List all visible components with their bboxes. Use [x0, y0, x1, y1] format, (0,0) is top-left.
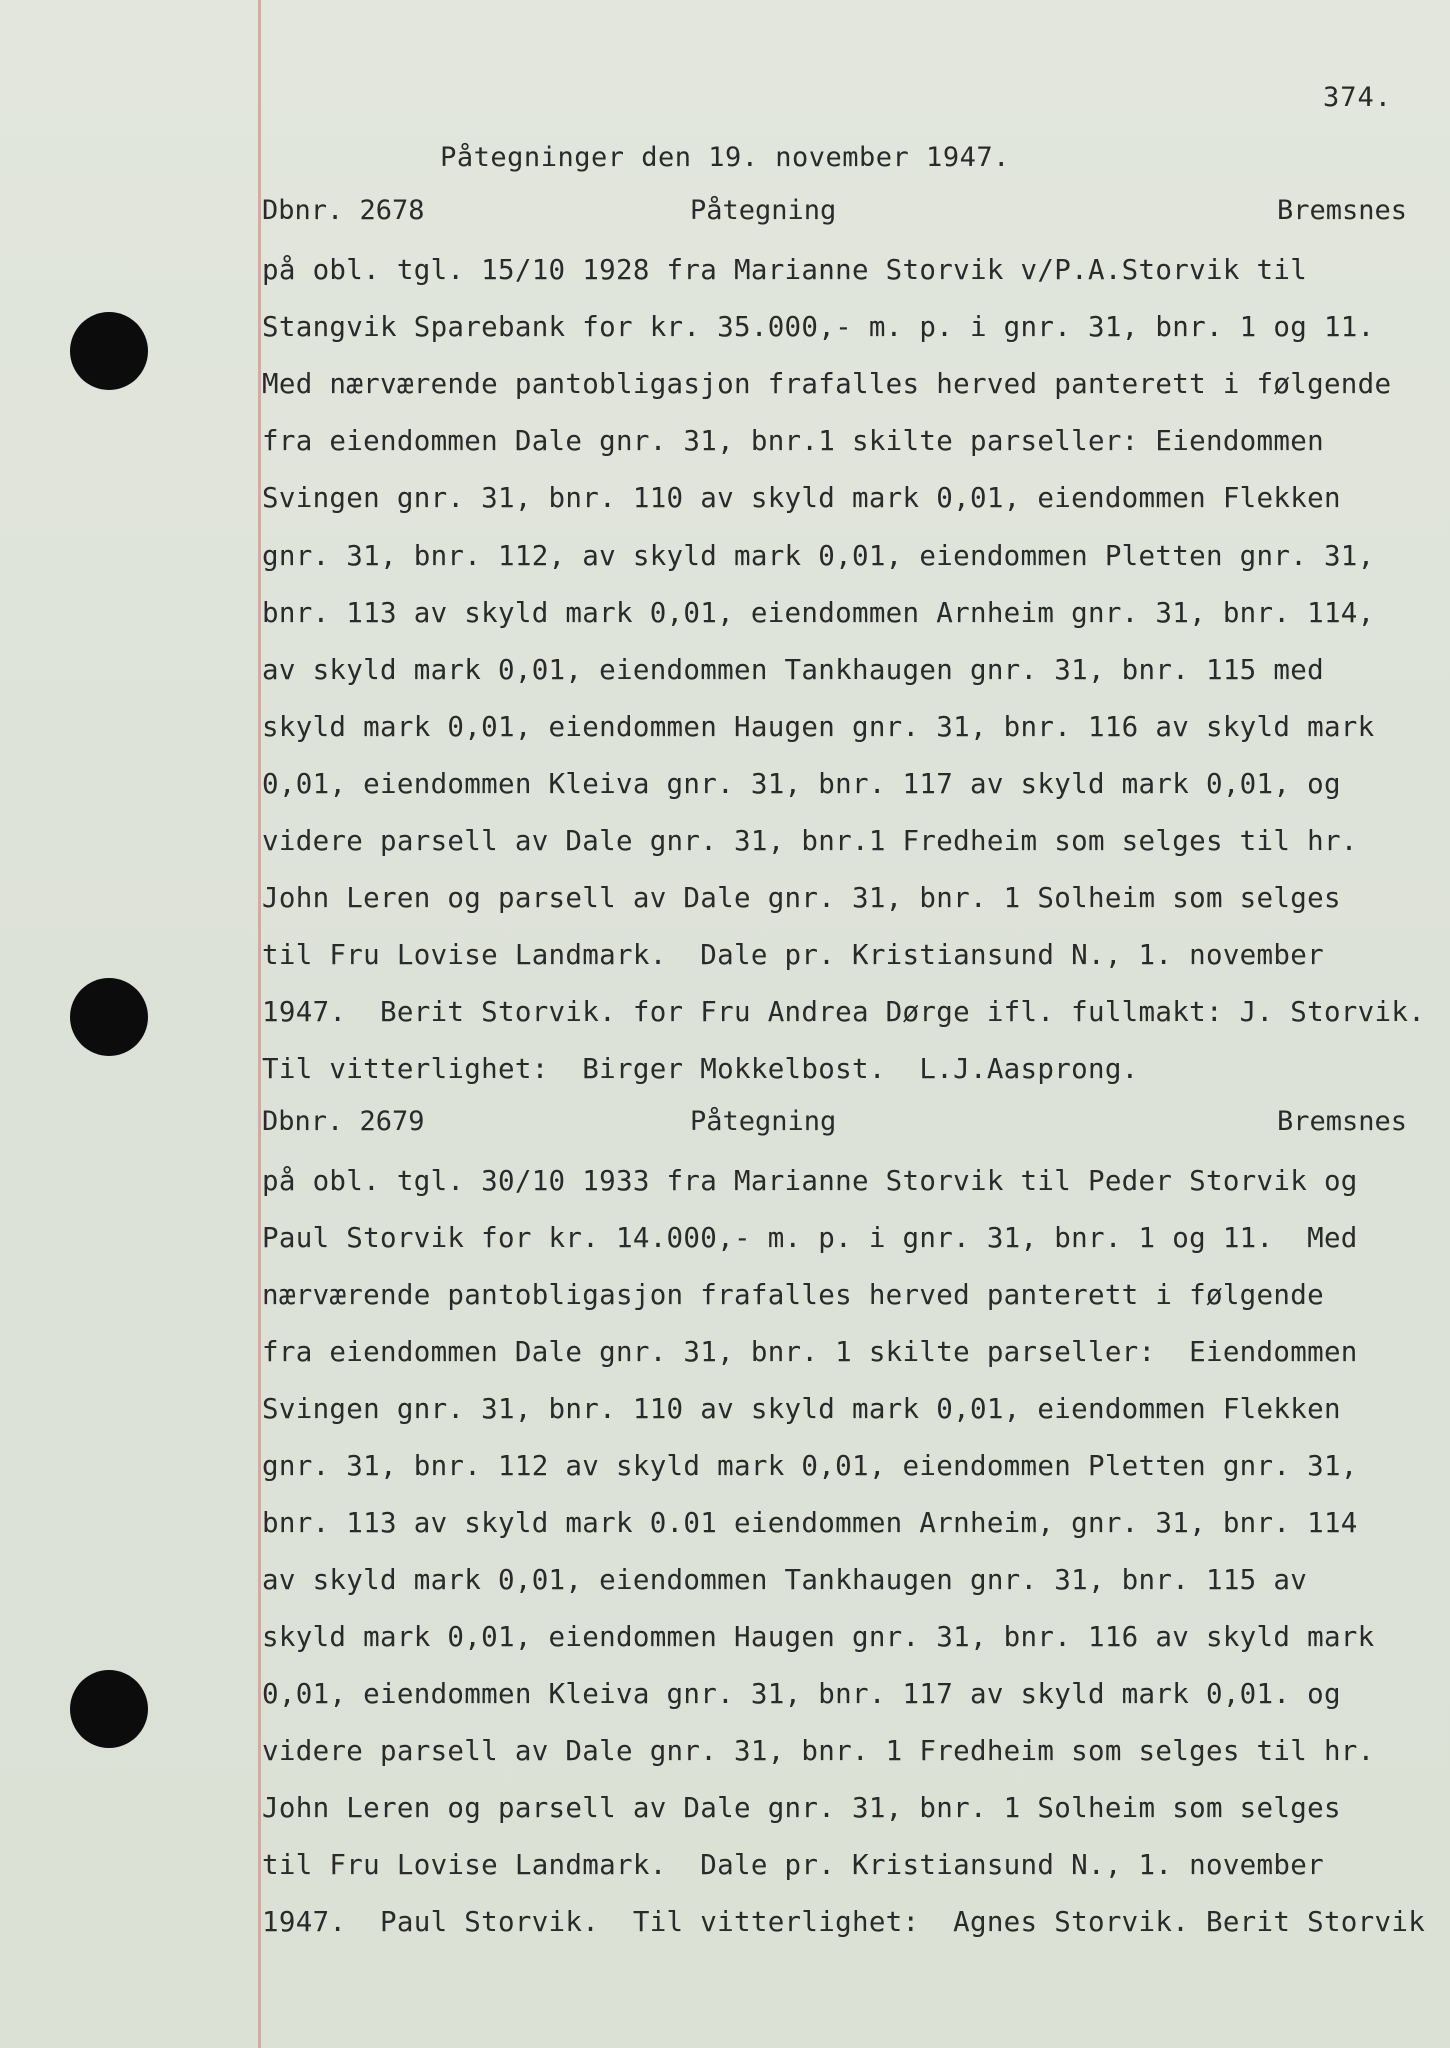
- entry-header: [262, 1106, 1407, 1142]
- entry-line: gnr. 31, bnr. 112, av skyld mark 0,01, eiendommen Pletten gnr. 31,: [262, 540, 1375, 572]
- entry-line: gnr. 31, bnr. 112 av skyld mark 0,01, eiendommen Pletten gnr. 31,: [262, 1450, 1358, 1482]
- entry-line: Stangvik Sparebank for kr. 35.000,- m. p. i gnr. 31, bnr. 1 og 11.: [262, 311, 1375, 343]
- entry-line: 1947. Berit Storvik. for Fru Andrea Dørge ifl. fullmakt: J. Storvik.: [262, 996, 1426, 1028]
- entry-line: Med nærværende pantobligasjon frafalles herved panterett i følgende: [262, 368, 1392, 400]
- entry-line: videre parsell av Dale gnr. 31, bnr. 1 Fredheim som selges til hr.: [262, 1735, 1375, 1767]
- entry-type: Påtegning: [690, 1106, 837, 1137]
- entry-line: fra eiendommen Dale gnr. 31, bnr.1 skilte parseller: Eiendommen: [262, 425, 1324, 457]
- page-number: 374.: [1322, 82, 1392, 113]
- entry-line: 0,01, eiendommen Kleiva gnr. 31, bnr. 117 av skyld mark 0,01, og: [262, 768, 1341, 800]
- entry-line: 1947. Paul Storvik. Til vitterlighet: Agnes Storvik. Berit Storvik: [262, 1906, 1426, 1938]
- entry-line: Svingen gnr. 31, bnr. 110 av skyld mark 0,01, eiendommen Flekken: [262, 1393, 1341, 1425]
- entry-line: Paul Storvik for kr. 14.000,- m. p. i gnr. 31, bnr. 1 og 11. Med: [262, 1222, 1358, 1254]
- entry-line: av skyld mark 0,01, eiendommen Tankhaugen gnr. 31, bnr. 115 med: [262, 654, 1324, 686]
- entry-type: Påtegning: [690, 195, 837, 226]
- entry-line: av skyld mark 0,01, eiendommen Tankhaugen gnr. 31, bnr. 115 av: [262, 1564, 1308, 1596]
- entry-place: Bremsnes: [1276, 1106, 1407, 1137]
- entry-line: John Leren og parsell av Dale gnr. 31, bnr. 1 Solheim som selges: [262, 882, 1341, 914]
- entry-line: bnr. 113 av skyld mark 0.01 eiendommen Arnheim, gnr. 31, bnr. 114: [262, 1507, 1358, 1539]
- entry-line: bnr. 113 av skyld mark 0,01, eiendommen Arnheim gnr. 31, bnr. 114,: [262, 597, 1375, 629]
- margin-line: [258, 0, 261, 2048]
- page-heading: Påtegninger den 19. november 1947.: [440, 142, 1010, 173]
- punch-hole: [70, 978, 148, 1056]
- entry-line: til Fru Lovise Landmark. Dale pr. Kristiansund N., 1. november: [262, 939, 1324, 971]
- entry-line: på obl. tgl. 30/10 1933 fra Marianne Storvik til Peder Storvik og: [262, 1165, 1358, 1197]
- entry-place: Bremsnes: [1276, 195, 1407, 226]
- entry-line: John Leren og parsell av Dale gnr. 31, bnr. 1 Solheim som selges: [262, 1792, 1341, 1824]
- entry-line: nærværende pantobligasjon frafalles herved panterett i følgende: [262, 1279, 1324, 1311]
- punch-hole: [70, 1670, 148, 1748]
- entry-line: skyld mark 0,01, eiendommen Haugen gnr. 31, bnr. 116 av skyld mark: [262, 711, 1375, 743]
- entry-dbnr: Dbnr. 2678: [262, 195, 425, 226]
- entry-line: til Fru Lovise Landmark. Dale pr. Kristiansund N., 1. november: [262, 1849, 1324, 1881]
- entry-line: videre parsell av Dale gnr. 31, bnr.1 Fredheim som selges til hr.: [262, 825, 1358, 857]
- punch-hole: [70, 312, 148, 390]
- entry-dbnr: Dbnr. 2679: [262, 1106, 425, 1137]
- entry-line: skyld mark 0,01, eiendommen Haugen gnr. 31, bnr. 116 av skyld mark: [262, 1621, 1375, 1653]
- entry-line: Til vitterlighet: Birger Mokkelbost. L.J.Aasprong.: [262, 1053, 1139, 1085]
- entry-line: fra eiendommen Dale gnr. 31, bnr. 1 skilte parseller: Eiendommen: [262, 1336, 1358, 1368]
- entry-header: [262, 195, 1407, 231]
- entry-line: Svingen gnr. 31, bnr. 110 av skyld mark 0,01, eiendommen Flekken: [262, 482, 1341, 514]
- entry-line: 0,01, eiendommen Kleiva gnr. 31, bnr. 117 av skyld mark 0,01. og: [262, 1678, 1341, 1710]
- entry-line: på obl. tgl. 15/10 1928 fra Marianne Storvik v/P.A.Storvik til: [262, 254, 1308, 286]
